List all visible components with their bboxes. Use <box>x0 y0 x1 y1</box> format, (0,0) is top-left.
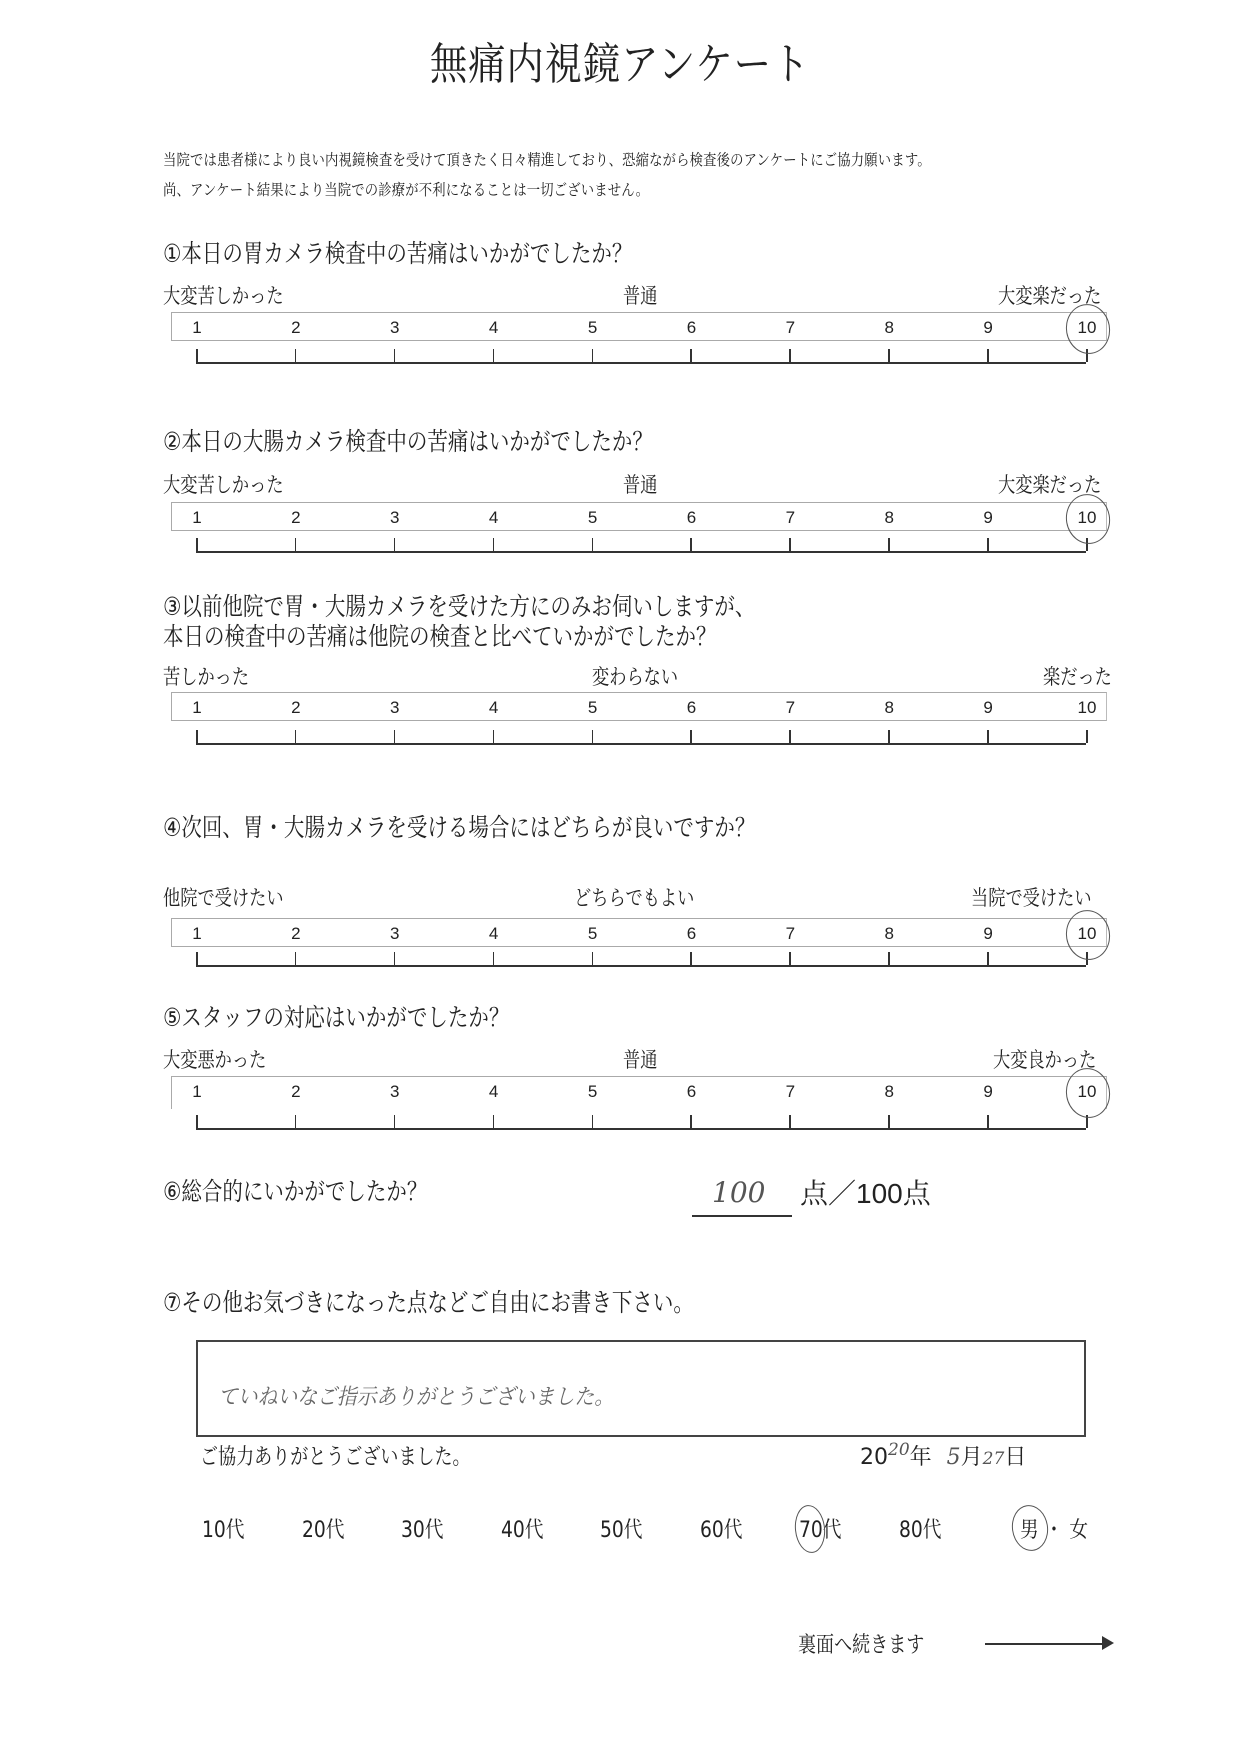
q2-label-mid: 普通 <box>623 473 658 497</box>
ruler-tick <box>789 349 791 362</box>
question-5: ⑤スタッフの対応はいかがでしたか？ <box>163 1003 510 1032</box>
date <box>860 1440 1026 1471</box>
question-1: ①本日の胃カメラ検査中の苦痛はいかがでしたか？ <box>163 239 633 268</box>
scale-option-7[interactable]: 7 <box>785 924 796 943</box>
scale-option-3[interactable]: 3 <box>390 924 400 943</box>
q3-scale[interactable] <box>171 692 1107 721</box>
ruler-tick <box>493 952 495 965</box>
year-prefix: 20 <box>860 1445 888 1470</box>
question-3-line-2: 本日の検査中の苦痛は他院の検査と比べていかがでしたか？ <box>163 622 717 651</box>
ruler-tick <box>394 538 396 551</box>
q4-scale[interactable] <box>171 918 1107 947</box>
question-4: ④次回、胃・大腸カメラを受ける場合にはどちらが良いですか？ <box>163 813 756 842</box>
score-suffix: 点／100点 <box>800 1178 931 1209</box>
question-3: ③以前他院で胃・大腸カメラを受けた方にのみお伺いしますが、 <box>163 592 756 621</box>
scale-option-6[interactable]: 6 <box>686 508 697 527</box>
ruler-tick <box>493 349 495 362</box>
q3-label-mid: 変わらない <box>592 665 679 689</box>
q2-scale[interactable] <box>171 502 1107 531</box>
scale-option-7[interactable]: 7 <box>785 698 796 717</box>
intro-line-2: 尚、アンケート結果により当院での診療が不利になることは一切ございません。 <box>163 181 650 199</box>
scale-option-7[interactable]: 7 <box>785 508 796 527</box>
ruler-tick <box>196 730 198 743</box>
scale-option-7[interactable]: 7 <box>785 318 796 337</box>
month-value[interactable]: 5 <box>946 1445 961 1470</box>
year-handwritten[interactable]: 20 <box>888 1440 910 1460</box>
thanks-text: ご協力ありがとうございました。 <box>200 1445 471 1470</box>
scale-option-8[interactable]: 8 <box>884 924 894 943</box>
ruler-tick <box>295 1115 297 1128</box>
ruler-tick <box>394 1115 396 1128</box>
gender-female[interactable]: 女 <box>1069 1518 1089 1543</box>
ruler-tick <box>888 538 890 551</box>
age-option-50代[interactable]: 50代 <box>600 1518 643 1543</box>
q1-ruler <box>196 348 1086 364</box>
q3-label-left: 苦しかった <box>163 665 250 689</box>
ruler-tick <box>295 730 297 743</box>
scale-option-2[interactable]: 2 <box>291 508 301 527</box>
scale-option-5[interactable]: 5 <box>587 698 598 717</box>
gender-options <box>1020 1513 1088 1544</box>
question-6: ⑥総合的にいかがでしたか？ <box>163 1177 428 1206</box>
ruler-tick <box>789 730 791 743</box>
scale-option-1[interactable]: 1 <box>192 1082 202 1101</box>
age-option-30代[interactable]: 30代 <box>401 1518 444 1543</box>
scale-option-4[interactable]: 4 <box>488 698 499 717</box>
ruler-tick <box>888 349 890 362</box>
overall-score-value[interactable]: 100 <box>712 1176 766 1209</box>
scale-option-6[interactable]: 6 <box>686 924 697 943</box>
ruler-tick <box>987 952 989 965</box>
ruler-tick <box>493 1115 495 1128</box>
ruler-tick <box>987 730 989 743</box>
ruler-tick <box>394 952 396 965</box>
scale-option-1[interactable]: 1 <box>192 318 202 337</box>
ruler-tick <box>493 730 495 743</box>
q2-label-right: 大変楽だった <box>998 473 1102 497</box>
q2-label-left: 大変苦しかった <box>163 473 284 497</box>
scale-option-3[interactable]: 3 <box>390 318 400 337</box>
q5-label-mid: 普通 <box>623 1048 658 1072</box>
ruler-tick <box>690 349 692 362</box>
scale-option-8[interactable]: 8 <box>884 698 894 717</box>
scale-option-10[interactable]: 10 <box>1077 318 1097 337</box>
q3-label-right: 楽だった <box>1043 665 1112 689</box>
q5-scale[interactable] <box>171 1076 1107 1109</box>
scale-option-3[interactable]: 3 <box>390 1082 400 1101</box>
scale-option-8[interactable]: 8 <box>884 1082 894 1101</box>
ruler-tick <box>1086 730 1088 743</box>
ruler-tick <box>592 538 594 551</box>
ruler-tick <box>888 1115 890 1128</box>
ruler-tick <box>789 538 791 551</box>
scale-option-10[interactable]: 10 <box>1077 1082 1097 1101</box>
scale-option-5[interactable]: 5 <box>587 318 598 337</box>
gender-male[interactable]: 男 <box>1020 1518 1039 1543</box>
scale-option-9[interactable]: 9 <box>983 508 993 527</box>
scale-option-2[interactable]: 2 <box>291 924 301 943</box>
scale-option-8[interactable]: 8 <box>884 508 894 527</box>
scale-option-5[interactable]: 5 <box>587 1082 598 1101</box>
scale-option-9[interactable]: 9 <box>983 698 993 717</box>
age-option-80代[interactable]: 80代 <box>898 1518 941 1543</box>
q5-ruler <box>196 1114 1086 1130</box>
q2-ruler <box>196 537 1086 553</box>
q4-label-left: 他院で受けたい <box>163 886 284 910</box>
ruler-tick <box>196 952 198 965</box>
scale-option-6[interactable]: 6 <box>686 318 697 337</box>
ruler-tick <box>592 1115 594 1128</box>
scale-option-9[interactable]: 9 <box>983 318 993 337</box>
scale-option-6[interactable]: 6 <box>686 698 697 717</box>
scale-option-6[interactable]: 6 <box>686 1082 697 1101</box>
scale-option-5[interactable]: 5 <box>587 508 598 527</box>
ruler-tick <box>1086 952 1088 965</box>
ruler-tick <box>295 538 297 551</box>
scale-option-9[interactable]: 9 <box>983 924 993 943</box>
ruler-tick <box>295 349 297 362</box>
arrow-right-icon <box>1102 1636 1114 1650</box>
age-option-40代[interactable]: 40代 <box>500 1518 543 1543</box>
scale-option-2[interactable]: 2 <box>291 1082 301 1101</box>
q1-scale[interactable] <box>171 312 1107 341</box>
continue-text: 裏面へ続きます <box>798 1633 925 1658</box>
q5-label-right: 大変良かった <box>993 1048 1097 1072</box>
ruler-tick <box>196 1115 198 1128</box>
intro-line-1: 当院では患者様により良い内視鏡検査を受けて頂きたく日々精進しており、恐縮ながら検査後のアンケートにご協力願います。 <box>163 151 931 169</box>
ruler-tick <box>789 1115 791 1128</box>
ruler-tick <box>394 730 396 743</box>
ruler-tick <box>888 730 890 743</box>
page-title: 無痛内視鏡アンケート <box>429 39 811 90</box>
gender-separator: ・ <box>1044 1518 1064 1543</box>
scale-option-1[interactable]: 1 <box>192 924 202 943</box>
scale-option-4[interactable]: 4 <box>488 1082 499 1101</box>
scale-option-2[interactable]: 2 <box>291 318 301 337</box>
day-label: 日 <box>1004 1445 1027 1470</box>
q1-label-left: 大変苦しかった <box>163 284 284 308</box>
scale-option-8[interactable]: 8 <box>884 318 894 337</box>
scale-option-10[interactable]: 10 <box>1077 508 1097 527</box>
year-label: 年 <box>909 1445 932 1470</box>
ruler-tick <box>690 538 692 551</box>
ruler-tick <box>987 1115 989 1128</box>
scale-option-4[interactable]: 4 <box>488 318 499 337</box>
ruler-tick <box>196 538 198 551</box>
ruler-tick <box>394 349 396 362</box>
day-value[interactable]: 27 <box>982 1449 1005 1469</box>
q1-label-mid: 普通 <box>623 284 658 308</box>
scale-option-5[interactable]: 5 <box>587 924 598 943</box>
ruler-tick <box>1086 349 1088 362</box>
age-option-60代[interactable]: 60代 <box>699 1518 742 1543</box>
ruler-tick <box>1086 538 1088 551</box>
q4-ruler <box>196 951 1086 967</box>
ruler-tick <box>690 952 692 965</box>
ruler-tick <box>592 730 594 743</box>
q3-ruler <box>196 729 1086 745</box>
ruler-tick <box>196 349 198 362</box>
age-option-70代[interactable]: 70代 <box>799 1518 842 1543</box>
ruler-tick <box>987 538 989 551</box>
q1-label-right: 大変楽だった <box>998 284 1102 308</box>
question-7: ⑦その他お気づきになった点などご自由にお書き下さい。 <box>163 1288 694 1317</box>
scale-option-3[interactable]: 3 <box>390 698 400 717</box>
q4-label-right: 当院で受けたい <box>971 886 1092 910</box>
score-underline <box>692 1215 792 1217</box>
ruler-tick <box>690 1115 692 1128</box>
q4-label-mid: どちらでもよい <box>574 886 695 910</box>
scale-option-1[interactable]: 1 <box>192 508 202 527</box>
scale-option-10[interactable]: 10 <box>1077 924 1097 943</box>
ruler-tick <box>789 952 791 965</box>
scale-option-2[interactable]: 2 <box>291 698 301 717</box>
ruler-tick <box>987 349 989 362</box>
scale-option-1[interactable]: 1 <box>192 698 202 717</box>
comment-box[interactable] <box>196 1340 1086 1437</box>
scale-option-9[interactable]: 9 <box>983 1082 993 1101</box>
ruler-tick <box>592 952 594 965</box>
scale-option-7[interactable]: 7 <box>785 1082 796 1101</box>
q5-label-left: 大変悪かった <box>163 1048 267 1072</box>
ruler-tick <box>493 538 495 551</box>
continue-arrow-line <box>985 1643 1105 1645</box>
comment-text: ていねいなご指示ありがとうございました。 <box>218 1385 615 1410</box>
ruler-tick <box>888 952 890 965</box>
ruler-tick <box>1086 1115 1088 1128</box>
scale-option-3[interactable]: 3 <box>390 508 400 527</box>
age-option-20代[interactable]: 20代 <box>301 1518 344 1543</box>
age-option-10代[interactable]: 10代 <box>202 1518 245 1543</box>
ruler-tick <box>592 349 594 362</box>
month-label: 月 <box>960 1445 983 1470</box>
ruler-tick <box>295 952 297 965</box>
ruler-tick <box>690 730 692 743</box>
scale-option-4[interactable]: 4 <box>488 924 499 943</box>
scale-option-10[interactable]: 10 <box>1077 698 1097 717</box>
question-2: ②本日の大腸カメラ検査中の苦痛はいかがでしたか？ <box>163 427 653 456</box>
scale-option-4[interactable]: 4 <box>488 508 499 527</box>
